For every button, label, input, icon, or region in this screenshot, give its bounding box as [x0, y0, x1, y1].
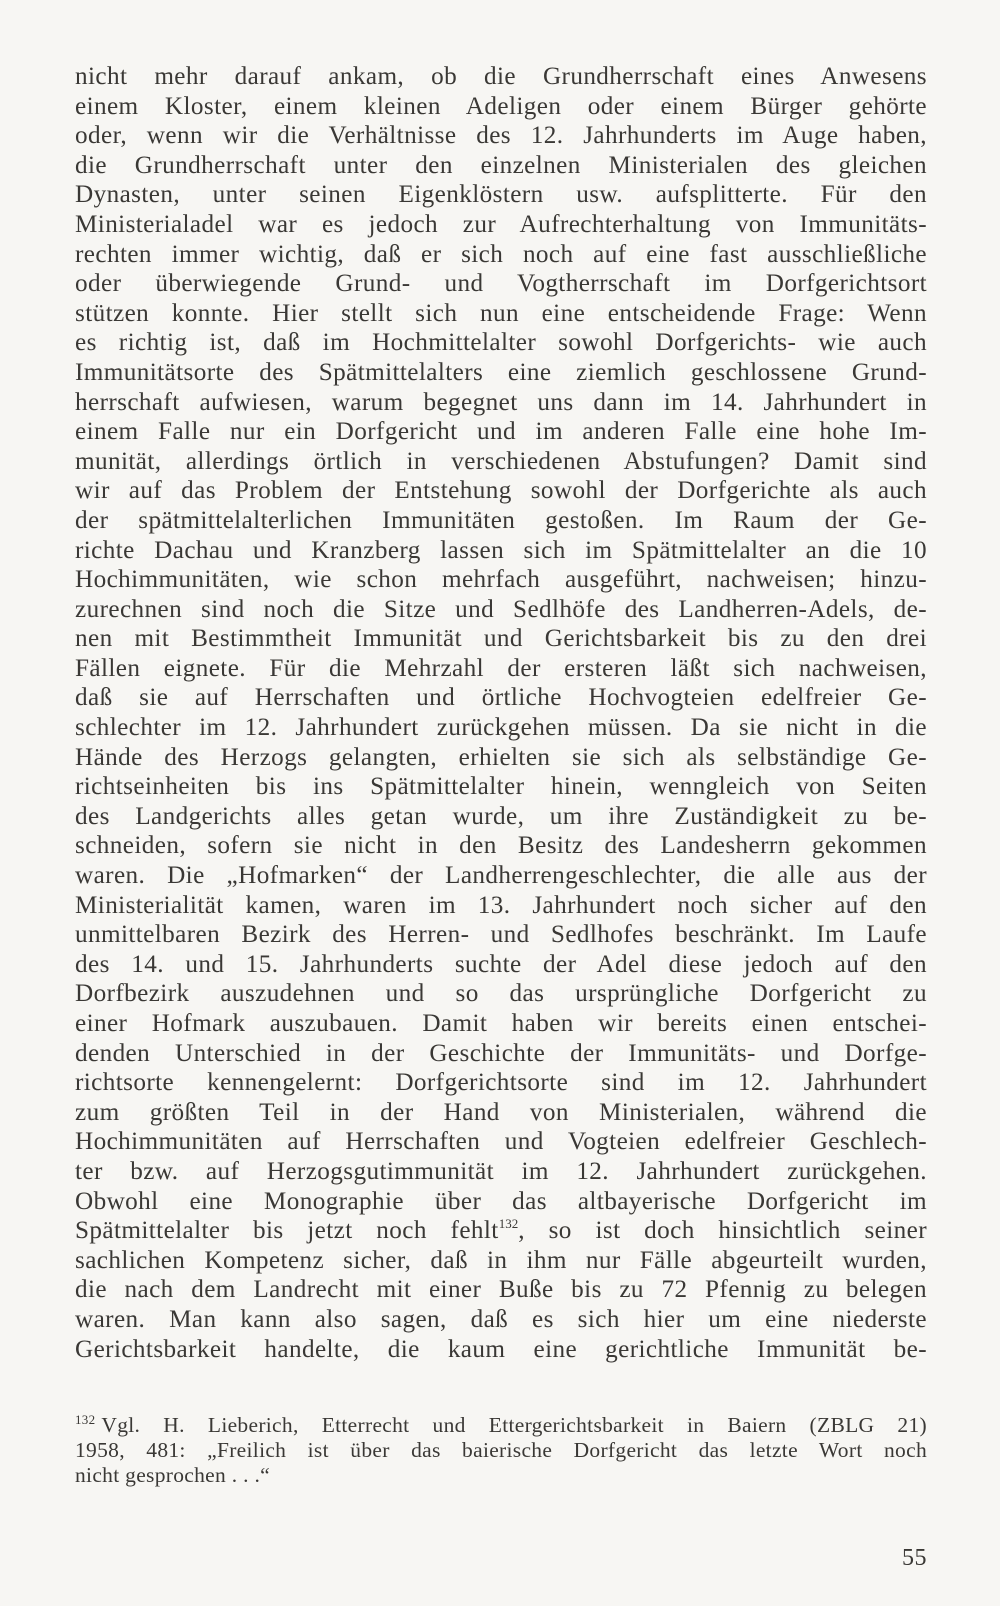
text-line: zurechnen sind noch die Sitze und Sedlhöfe des Landherren-Adels, de- [75, 595, 927, 623]
text-line: wir auf das Problem der Entstehung sowohl der Dorfgerichte als auch [75, 477, 927, 505]
text-line: oder überwiegende Grund- und Vogtherrschaft im Dorfgerichtsort [75, 270, 927, 298]
text-line: des Landgerichts alles getan wurde, um ihre Zuständigkeit zu be- [75, 802, 927, 830]
text-line: denden Unterschied in der Geschichte der Immunitäts- und Dorfge- [75, 1039, 927, 1067]
text-line: munität, allerdings örtlich in verschiedenen Abstufungen? Damit sind [75, 447, 927, 475]
text-line: Hochimmunitäten, wie schon mehrfach ausgeführt, nachweisen; hinzu- [75, 566, 927, 594]
text-line: zum größten Teil in der Hand von Ministerialen, während die [75, 1098, 927, 1126]
text-line: ter bzw. auf Herzogsgutimmunität im 12. Jahrhundert zurückgehen. [75, 1157, 927, 1185]
text-line: die nach dem Landrecht mit einer Buße bis zu 72 Pfennig zu belegen [75, 1276, 927, 1304]
footnote-number: 132 [75, 1412, 96, 1427]
text-line: stützen konnte. Hier stellt sich nun eine entscheidende Frage: Wenn [75, 299, 927, 327]
text-line: herrschaft aufwiesen, warum begegnet uns dann im 14. Jahrhundert in [75, 388, 927, 416]
text-line-with-footnote-ref [75, 1216, 927, 1246]
text-line: waren. Man kann also sagen, daß es sich hier um eine niederste [75, 1305, 927, 1333]
text-line: einer Hofmark auszubauen. Damit haben wir bereits einen entschei- [75, 1010, 927, 1037]
text-line: rechten immer wichtig, daß er sich noch auf eine fast ausschließliche [75, 240, 927, 268]
text-line: richtseinheiten bis ins Spätmittelalter hinein, wenngleich von Seiten [75, 773, 927, 801]
text-line: Ministerialadel war es jedoch zur Aufrechterhaltung von Immunitäts- [75, 210, 927, 238]
text-line-start: Spätmittelalter bis jetzt noch fehlt [75, 1217, 499, 1245]
text-line: des 14. und 15. Jahrhunderts suchte der Adel diese jedoch auf den [75, 950, 927, 978]
text-line: Immunitätsorte des Spätmittelalters eine ziemlich geschlossene Grund- [75, 358, 927, 386]
text-line: Obwohl eine Monographie über das altbayerische Dorfgericht im [75, 1187, 927, 1215]
text-line: unmittelbaren Bezirk des Herren- und Sedlhofes beschränkt. Im Laufe [75, 921, 927, 949]
text-line: nen mit Bestimmtheit Immunität und Gerichtsbarkeit bis zu den drei [75, 625, 927, 653]
footnote-text: Vgl. H. Lieberich, Etterrecht und Ettergerichtsbarkeit in Baiern (ZBLG 21) [101, 1413, 927, 1437]
text-line: einem Falle nur ein Dorfgericht und im anderen Falle eine hohe Im- [75, 418, 927, 446]
text-line: Dorfbezirk auszudehnen und so das ursprüngliche Dorfgericht zu [75, 980, 927, 1008]
text-line: richte Dachau und Kranzberg lassen sich im Spätmittelalter an die 10 [75, 536, 927, 564]
footnote-line [75, 1413, 927, 1438]
text-line: die Grundherrschaft unter den einzelnen Ministerialen des gleichen [75, 151, 927, 179]
text-line: es richtig ist, daß im Hochmittelalter sowohl Dorfgerichts- wie auch [75, 329, 927, 357]
text-line: oder, wenn wir die Verhältnisse des 12. Jahrhunderts im Auge haben, [75, 122, 927, 150]
text-line: Dynasten, unter seinen Eigenklöstern usw. aufsplitterte. Für den [75, 181, 927, 209]
text-line: schlechter im 12. Jahrhundert zurückgehen müssen. Da sie nicht in die [75, 714, 927, 742]
body-text [75, 62, 927, 1364]
page-number: 55 [902, 1545, 927, 1571]
text-line: einem Kloster, einem kleinen Adeligen oder einem Bürger gehörte [75, 92, 927, 120]
footnote-line: 1958, 481: „Freilich ist über das baierische Dorfgericht das letzte Wort noch [75, 1438, 927, 1462]
text-line: Hochimmunitäten auf Herrschaften und Vogteien edelfreier Geschlech- [75, 1128, 927, 1156]
footnote-reference: 132 [498, 1216, 519, 1232]
text-line: nicht mehr darauf ankam, ob die Grundherrschaft eines Anwesens [75, 63, 927, 90]
text-line: Gerichtsbarkeit handelte, die kaum eine gerichtliche Immunität be- [75, 1335, 927, 1363]
text-line: Fällen eignete. Für die Mehrzahl der ersteren läßt sich nachweisen, [75, 654, 927, 682]
text-line: sachlichen Kompetenz sicher, daß in ihm nur Fälle abgeurteilt wurden, [75, 1246, 927, 1274]
footnote [75, 1413, 927, 1488]
text-line: daß sie auf Herrschaften und örtliche Hochvogteien edelfreier Ge- [75, 684, 927, 712]
text-line: schneiden, sofern sie nicht in den Besitz des Landesherrn gekommen [75, 832, 927, 860]
footnote-line: nicht gesprochen . . .“ [75, 1463, 270, 1487]
text-line: Ministerialität kamen, waren im 13. Jahrhundert noch sicher auf den [75, 891, 927, 919]
text-line-end: , so ist doch hinsichtlich seiner [518, 1217, 927, 1245]
text-line: richtsorte kennengelernt: Dorfgerichtsorte sind im 12. Jahrhundert [75, 1069, 927, 1097]
text-line: Hände des Herzogs gelangten, erhielten sie sich als selbständige Ge- [75, 743, 927, 771]
text-line: der spätmittelalterlichen Immunitäten gestoßen. Im Raum der Ge- [75, 506, 927, 534]
text-line: waren. Die „Hofmarken“ der Landherrengeschlechter, die alle aus der [75, 862, 927, 890]
